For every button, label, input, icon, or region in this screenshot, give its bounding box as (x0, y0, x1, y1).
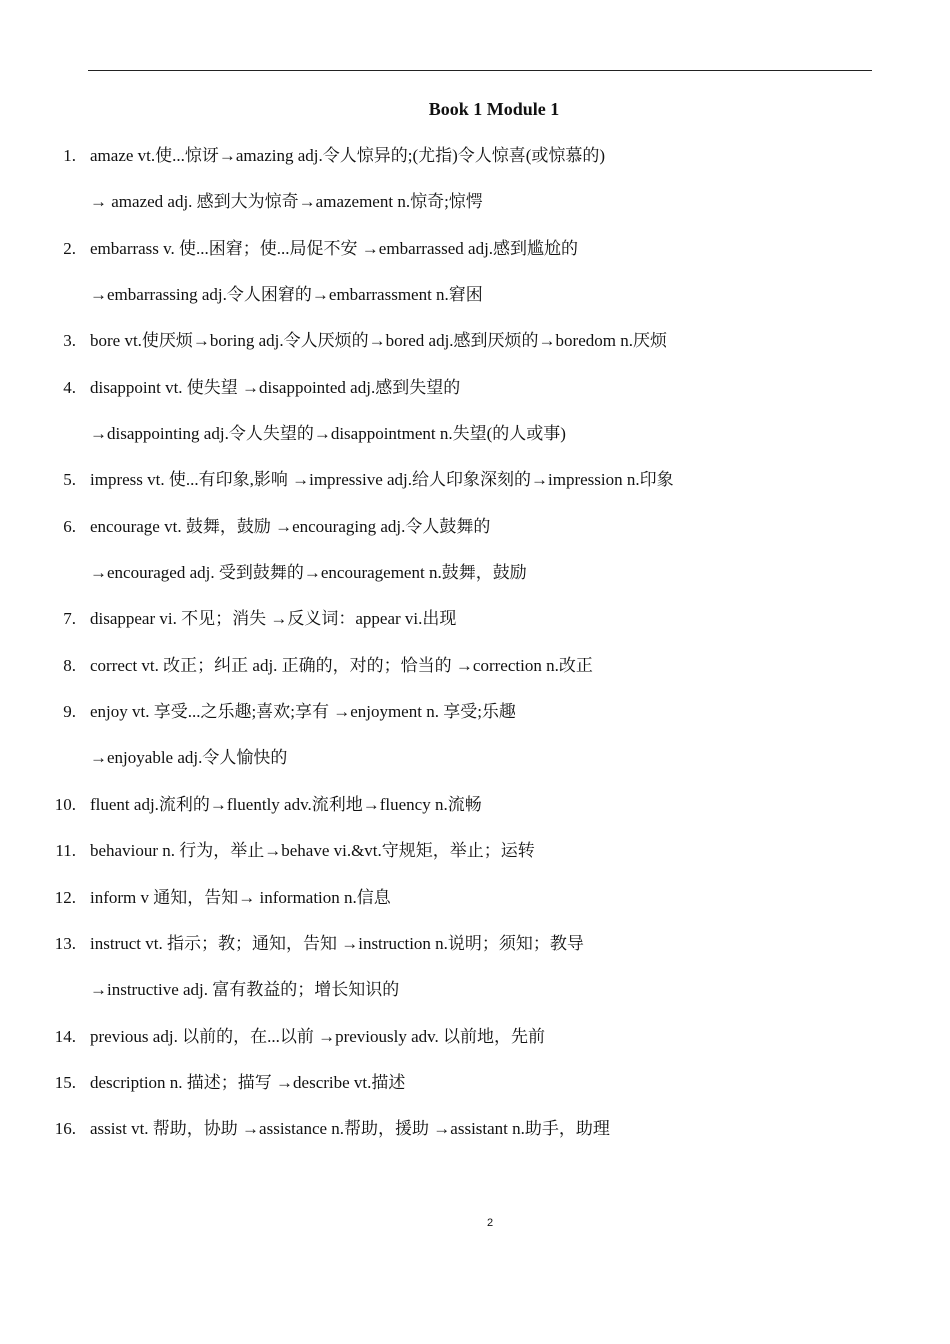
vocab-line (0, 1070, 950, 1116)
entry-text: embarrass v. 使...困窘；使...局促不安 →embarrassed adj.感到尴尬的 (90, 238, 579, 258)
item-number: 7. (63, 609, 76, 629)
item-number: 9. (63, 702, 76, 722)
entry-text: impress vt. 使...有印象,影响 →impressive adj.给人印象深刻的→impression n.印象 (90, 470, 674, 490)
vocab-line (0, 653, 950, 699)
entry-text: description n. 描述；描写 →describe vt.描述 (90, 1072, 406, 1092)
entry-text: disappear vi. 不见；消失 →反义词：appear vi.出现 (90, 609, 457, 629)
vocab-line (0, 236, 950, 282)
vocab-line (0, 560, 950, 606)
item-number: 4. (63, 377, 76, 397)
item-number: 5. (63, 470, 76, 490)
vocab-line (0, 606, 950, 652)
item-number: 2. (63, 238, 76, 258)
vocab-line (0, 467, 950, 513)
entry-text: amaze vt.使...惊讶→amazing adj.令人惊异的;(尤指)令人惊喜(或惊慕的) (90, 146, 606, 165)
vocabulary-list (0, 143, 950, 1163)
page-title: Book 1 Module 1 (428, 99, 560, 119)
entry-text: →embarrassing adj.令人困窘的→embarrassment n.窘困 (90, 285, 483, 305)
entry-text: →instructive adj. 富有教益的；增长知识的 (90, 980, 400, 1000)
entry-text: enjoy vt. 享受...之乐趣;喜欢;享有 →enjoyment n. 享受;乐趣 (90, 702, 516, 722)
item-number: 1. (63, 146, 76, 165)
entry-text: previous adj. 以前的，在...以前 →previously adv. 以前地，先前 (90, 1026, 546, 1046)
item-number: 11. (55, 841, 76, 861)
entry-text: fluent adj.流利的→fluently adv.流利地→fluency n.流畅 (90, 794, 482, 814)
entry-text: assist vt. 帮助，协助 →assistance n.帮助，援助 →assistant n.助手，助理 (90, 1119, 610, 1139)
vocab-line (0, 1116, 950, 1162)
vocab-line (0, 143, 950, 189)
entry-text: disappoint vt. 使失望 →disappointed adj.感到失望的 (90, 377, 461, 397)
vocab-line (0, 885, 950, 931)
item-number: 12. (54, 887, 76, 907)
entry-text: instruct vt. 指示；教；通知，告知 →instruction n.说明；须知；教导 (90, 933, 584, 953)
item-number: 16. (54, 1119, 76, 1139)
entry-text: bore vt.使厌烦→boring adj.令人厌烦的→bored adj.感到厌烦的→boredom n.厌烦 (90, 331, 667, 351)
item-number: 8. (63, 655, 76, 675)
vocab-line (0, 931, 950, 977)
item-number: 14. (54, 1026, 76, 1046)
vocab-line (0, 328, 950, 374)
entry-text: correct vt. 改正；纠正 adj. 正确的，对的；恰当的 →correction n.改正 (90, 655, 593, 675)
vocab-line (0, 375, 950, 421)
vocab-line (0, 282, 950, 328)
item-number: 13. (54, 933, 76, 953)
entry-text: inform v 通知，告知→ information n.信息 (90, 887, 391, 907)
vocab-line (0, 792, 950, 838)
vocab-line (0, 1024, 950, 1070)
item-number: 15. (54, 1072, 76, 1092)
entry-text: →encouraged adj. 受到鼓舞的→encouragement n.鼓舞，鼓励 (90, 563, 527, 583)
entry-text: behaviour n. 行为，举止→behave vi.&vt.守规矩，举止；运转 (90, 841, 535, 861)
entry-text: encourage vt. 鼓舞，鼓励 →encouraging adj.令人鼓舞的 (90, 516, 491, 536)
entry-text: → amazed adj. 感到大为惊奇→amazement n.惊奇;惊愕 (90, 192, 483, 212)
item-number: 10. (54, 794, 76, 814)
item-number: 3. (63, 331, 76, 351)
header-rule (88, 70, 872, 71)
entry-text: →enjoyable adj.令人愉快的 (90, 748, 288, 768)
entry-text: →disappointing adj.令人失望的→disappointment n.失望(的人或事) (90, 424, 566, 444)
vocab-line (0, 745, 950, 791)
vocab-line (0, 838, 950, 884)
vocab-line (0, 189, 950, 235)
page-number: 2 (486, 1217, 494, 1229)
item-number: 6. (63, 516, 76, 536)
vocab-line (0, 977, 950, 1023)
vocab-line (0, 699, 950, 745)
vocab-line (0, 514, 950, 560)
vocab-line (0, 421, 950, 467)
